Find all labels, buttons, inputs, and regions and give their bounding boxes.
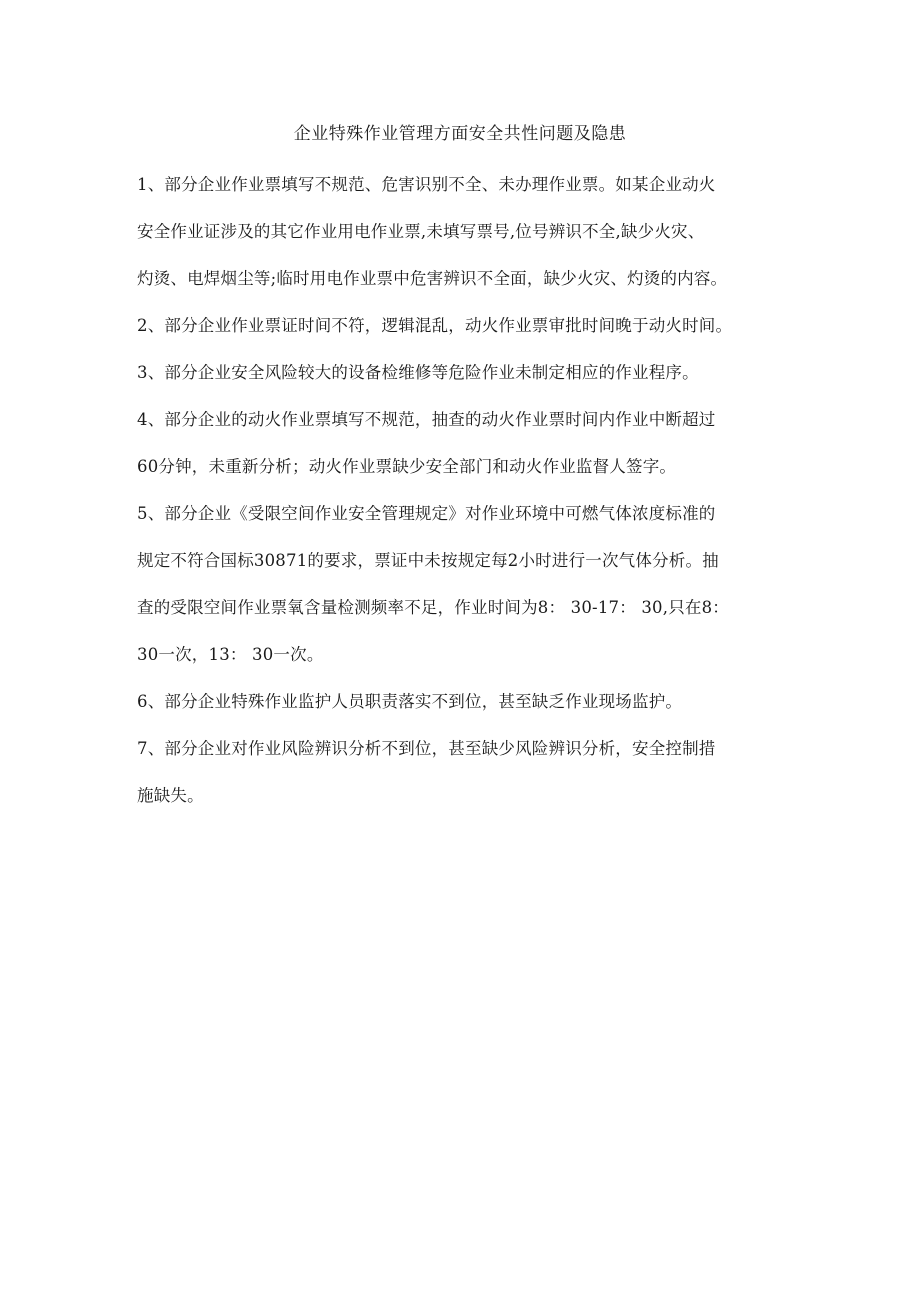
text-line: 查的受限空间作业票氧含量检测频率不足，作业时间为8： 30-17： 30,只在8：	[137, 598, 729, 617]
text-line: 6、部分企业特殊作业监护人员职责落实不到位，甚至缺乏作业现场监护。	[137, 692, 683, 711]
text-line: 30一次，13： 30一次。	[137, 645, 324, 664]
text-line: 3、部分企业安全风险较大的设备检维修等危险作业未制定相应的作业程序。	[137, 363, 699, 382]
text-line: 安全作业证涉及的其它作业用电作业票,未填写票号,位号辨识不全,缺少火灾、	[137, 222, 705, 241]
text-line: 规定不符合国标30871的要求，票证中未按规定每2小时进行一次气体分析。抽	[137, 551, 719, 570]
document-title: 企业特殊作业管理方面安全共性问题及隐患	[293, 124, 627, 144]
text-line: 4、部分企业的动火作业票填写不规范，抽查的动火作业票时间内作业中断超过	[137, 410, 716, 429]
text-line: 灼烫、电焊烟尘等;临时用电作业票中危害辨识不全面，缺少火灾、灼烫的内容。	[137, 269, 728, 288]
document-body	[137, 166, 797, 824]
text-line: 施缺失。	[137, 786, 204, 805]
text-line: 5、部分企业《受限空间作业安全管理规定》对作业环境中可燃气体浓度标准的	[137, 504, 716, 523]
text-line: 7、部分企业对作业风险辨识分析不到位，甚至缺少风险辨识分析，安全控制措	[137, 739, 716, 758]
text-line: 1、部分企业作业票填写不规范、危害识别不全、未办理作业票。如某企业动火	[137, 175, 716, 194]
text-line: 2、部分企业作业票证时间不符，逻辑混乱，动火作业票审批时间晚于动火时间。	[137, 316, 733, 335]
text-line: 60分钟，未重新分析；动火作业票缺少安全部门和动火作业监督人签字。	[137, 457, 677, 476]
